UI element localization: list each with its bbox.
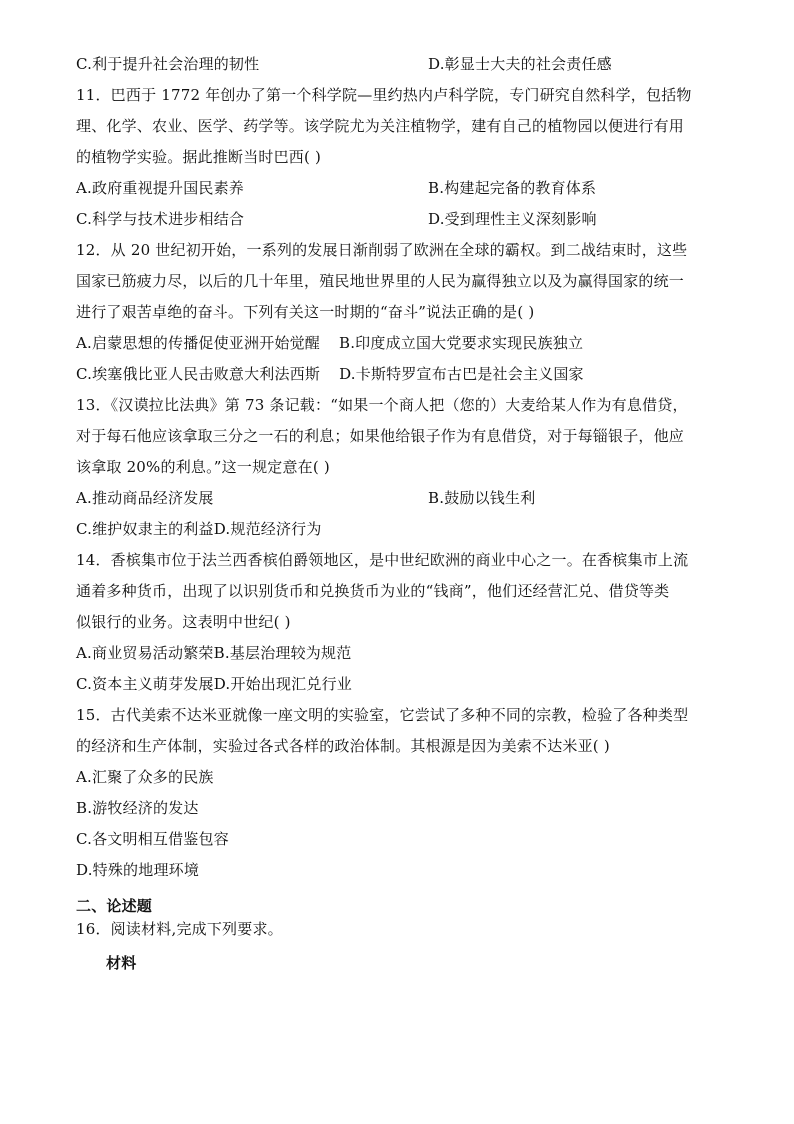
q12-option-a: A.启蒙思想的传播促使亚洲开始觉醒	[76, 334, 321, 352]
q15-option-b: B.游牧经济的发达	[76, 799, 199, 817]
q12-stem-line2: 国家已筋疲力尽，以后的几十年里，殖民地世界里的人民为赢得独立以及为赢得国家的统一	[76, 272, 685, 290]
q11-option-b: B.构建起完备的教育体系	[428, 179, 597, 197]
q11-stem-line2: 理、化学、农业、医学、药学等。该学院尤为关注植物学，建有自己的植物园以便进行有用	[76, 117, 685, 135]
q16-material-label: 材料	[106, 954, 137, 972]
q13-options-row1	[76, 488, 536, 508]
q12-options-row1	[76, 333, 583, 353]
q10-option-c: C.利于提升社会治理的韧性	[76, 55, 260, 73]
q11-options-row1	[76, 178, 597, 198]
q12-options-row2	[76, 364, 584, 384]
q15-option-c: C.各文明相互借鉴包容	[76, 830, 229, 848]
q11-options-row2	[76, 209, 597, 229]
q13-stem-line1: 13．《汉谟拉比法典》第 73 条记载：“如果一个商人把（您的）大麦给某人作为有息借贷，	[76, 396, 688, 414]
q15-option-d: D.特殊的地理环境	[76, 861, 200, 879]
q16-stem: 16．阅读材料,完成下列要求。	[76, 920, 283, 938]
q12-option-c: C.埃塞俄比亚人民击败意大利法西斯	[76, 365, 321, 383]
q14-stem-line1: 14．香槟集市位于法兰西香槟伯爵领地区，是中世纪欧洲的商业中心之一。在香槟集市上流	[76, 551, 689, 569]
q11-option-a: A.政府重视提升国民素养	[76, 179, 245, 197]
q13-stem-line2: 对于每石他应该拿取三分之一石的利息；如果他给银子作为有息借贷，对于每锱银子，他应	[76, 427, 685, 445]
q12-stem-line1: 12．从 20 世纪初开始，一系列的发展日渐削弱了欧洲在全球的霸权。到二战结束时，这些	[76, 241, 688, 259]
q11-stem-line3: 的植物学实验。据此推断当时巴西( )	[76, 148, 322, 166]
q11-stem-line1: 11．巴西于 1772 年创办了第一个科学院—里约热内卢科学院，专门研究自然科学，包括物	[76, 86, 692, 104]
q12-option-d: D.卡斯特罗宣布古巴是社会主义国家	[339, 365, 584, 383]
q15-option-a: A.汇聚了众多的民族	[76, 768, 214, 786]
q13-options-row2: C.维护奴隶主的利益D.规范经济行为	[76, 520, 322, 538]
q12-stem-line3: 进行了艰苦卓绝的奋斗。下列有关这一时期的“奋斗”说法正确的是( )	[76, 303, 535, 321]
q14-options-row2: C.资本主义萌芽发展D.开始出现汇兑行业	[76, 675, 352, 693]
q10-options-row	[76, 54, 612, 74]
q13-option-b: B.鼓励以钱生利	[428, 489, 536, 507]
q12-option-b: B.印度成立国大党要求实现民族独立	[338, 334, 584, 352]
section-heading: 二、论述题	[76, 897, 153, 915]
q11-option-d: D.受到理性主义深刻影响	[428, 210, 597, 228]
q14-stem-line2: 通着多种货币，出现了以识别货币和兑换货币为业的“钱商”，他们还经营汇兑、借贷等类	[76, 582, 670, 600]
q15-stem-line2: 的经济和生产体制，实验过各式各样的政治体制。其根源是因为美索不达米亚( )	[76, 737, 610, 755]
q14-options-row1: A.商业贸易活动繁荣B.基层治理较为规范	[76, 644, 352, 662]
q11-option-c: C.科学与技术进步相结合	[76, 210, 245, 228]
q13-stem-line3: 该拿取 20%的利息。”这一规定意在( )	[76, 458, 330, 476]
q13-option-a: A.推动商品经济发展	[76, 489, 214, 507]
q15-stem-line1: 15．古代美索不达米亚就像一座文明的实验室，它尝试了多种不同的宗教，检验了各种类型	[76, 706, 689, 724]
q14-stem-line3: 似银行的业务。这表明中世纪( )	[76, 613, 291, 631]
q10-option-d: D.彰显士大夫的社会责任感	[428, 55, 612, 73]
